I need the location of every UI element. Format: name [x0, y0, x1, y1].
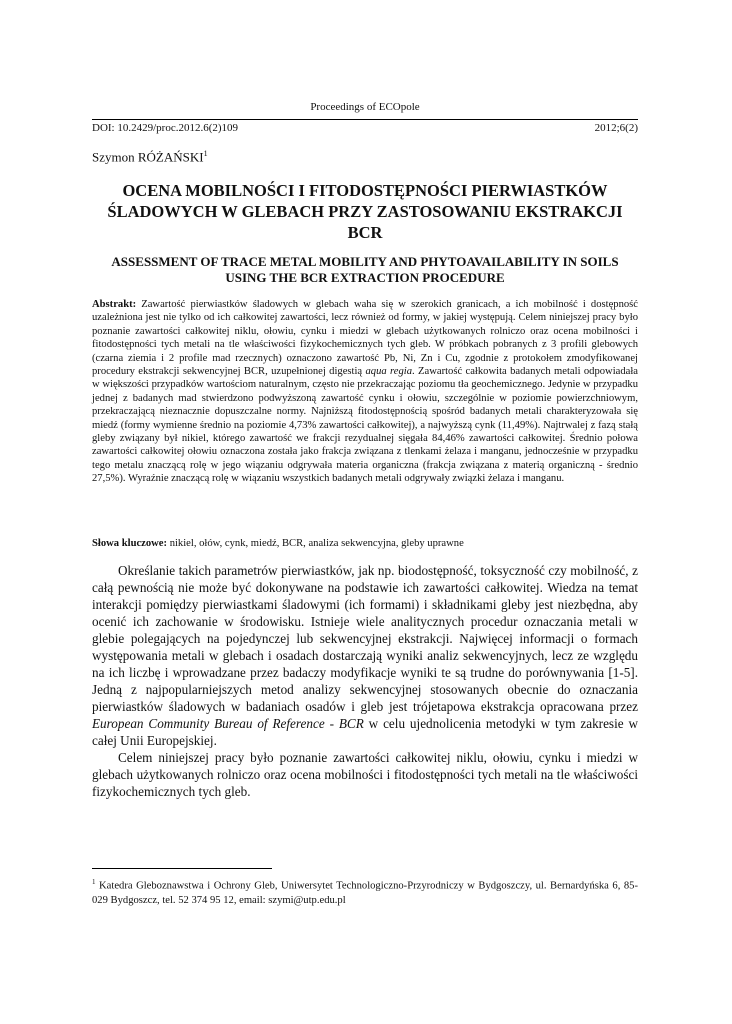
author: [92, 149, 208, 165]
paragraph-1-text-b: w celu ujednolicenia metodyki w tym zakresie w całej Unii Europejskiej.: [92, 716, 638, 748]
volume-info: 2012;6(2): [594, 122, 638, 134]
doi: DOI: 10.2429/proc.2012.6(2)109: [92, 122, 239, 134]
paragraph-1-italic: European Community Bureau of Reference - BCR: [92, 716, 364, 731]
paragraph-1-text-a: Określanie takich parametrów pierwiastków, jak np. biodostępność, toksyczność czy mobilność, z całą pewnością nie może być dokonywane na podstawie ich zawartości całkowitej. Wiedza na temat interakcji pomiędzy pierwiastkami śladowymi (ich formami) i składnikami gleby jest niezbędna, aby ocenić ich zachowanie w środowisku. Istnieje wiele analitycznych procedur oznaczania metali w glebie polegających na pojedynczej lub sekwencyjnej ekstrakcji. Najwięcej informacji o formach występowania metali w glebach i osadach dostarczają wyniki analiz sekwencyjnych, lecz ze względu na ich liczbę i wprowadzane przez badaczy modyfikacje wyniki te są trudne do porównywania [1-5]. Jedną z najpopularniejszych metod analizy sekwencyjnej stosowanych obecnie do oznaczania pierwiastków śladowych w badaniach osadów i gleb jest trójetapowa ekstrakcja opracowana przez: [92, 563, 638, 714]
keywords-label: Słowa kluczowe:: [92, 538, 168, 549]
keywords-text: nikiel, ołów, cynk, miedź, BCR, analiza sekwencyjna, gleby uprawne: [167, 538, 464, 549]
keywords: [92, 538, 638, 549]
abstract-text-2: . Zawartość całkowita badanych metali odpowiadała w większości przypadków wartościom naturalnym, często nie przekraczając poziomu tła geochemicznego. Jedynie w przypadku jednej z badanych mad stwierdzono podwyższoną zawartość cynku i ołowiu, szczególnie w poziomie powierzchniowym, przekraczającą nieznacznie dopuszczalne normy. Najniższą fitodostępnością spośród badanych metali charakteryzowała się miedź (formy wymienne średnio na poziomie 4,73% zawartości całkowitej), a najwyższą cynk (11,49%). Najtrwalej z fazą stałą gleby związany był nikiel, którego zawartość we frakcji rezydualnej sięgała 84,46% zawartości całkowitej. Średnio połowa zawartości całkowitej ołowiu oznaczona została jako frakcja związana z tlenkami żelaza i manganu, jednocześnie w przypadku tego metalu znaczącą rolę w jego wiązaniu odgrywała materia organiczna (frakcja związana z materią organiczną - średnio 27,5%). Wyraźnie znaczącą rolę w wiązaniu wszystkich badanych metali odgrywały związki żelaza i manganu.: [92, 366, 638, 485]
paragraph-2: Celem niniejszej pracy było poznanie zawartości całkowitej niklu, ołowiu, cynku i miedzi w glebach użytkowanych rolniczo oraz ocena mobilności i fitodostępności tych metali na tle właściwości fizykochemicznych tych gleb.: [92, 750, 638, 799]
abstract-label: Abstrakt:: [92, 299, 137, 310]
footnote-text: Katedra Gleboznawstwa i Ochrony Gleb, Uniwersytet Technologiczno-Przyrodniczy w Bydgoszczy, ul. Bernardyńska 6, 85-029 Bydgoszcz, tel. 52 374 95 12, email: szymi@utp.edu.pl: [92, 880, 638, 906]
footnote-mark: 1: [92, 878, 96, 886]
abstract: [92, 298, 638, 486]
title-polish: OCENA MOBILNOŚCI I FITODOSTĘPNOŚCI PIERWIASTKÓW ŚLADOWYCH W GLEBACH PRZY ZASTOSOWANIU EKSTRAKCJI BCR: [107, 181, 623, 242]
paragraph-1: [92, 562, 638, 749]
doi-row: [92, 119, 638, 134]
footnote: [92, 875, 638, 908]
title-english: ASSESSMENT OF TRACE METAL MOBILITY AND PHYTOAVAILABILITY IN SOILS USING THE BCR EXTRACTION PROCEDURE: [111, 254, 619, 285]
author-affiliation-mark: 1: [203, 149, 208, 158]
journal-header: Proceedings of ECOpole: [310, 101, 420, 113]
body-text: [92, 562, 638, 800]
author-name: Szymon RÓŻAŃSKI: [92, 149, 204, 165]
abstract-text-1: Zawartość pierwiastków śladowych w glebach waha się w szerokich granicach, a ich mobilność i dostępność uzależniona jest nie tylko od ich całkowitej zawartości, lecz również od formy, w jakiej występują. Celem niniejszej pracy było poznanie zawartości całkowitej niklu, ołowiu, cynku i miedzi w glebach użytkowanych rolniczo oraz ocena mobilności i fitodostępności tych metali na tle właściwości fizykochemicznych tych gleb. W próbkach pobranych z 3 profili glebowych (czarna ziemia i 2 profile mad rzecznych) oznaczono zawartość Pb, Ni, Zn i Cu, zgodnie z protokołem zmodyfikowanej procedury ekstrakcji sekwencyjnej BCR, uzupełnionej digestią: [92, 299, 638, 378]
abstract-italic: aqua regia: [365, 366, 413, 378]
footnote-rule: [92, 868, 272, 869]
